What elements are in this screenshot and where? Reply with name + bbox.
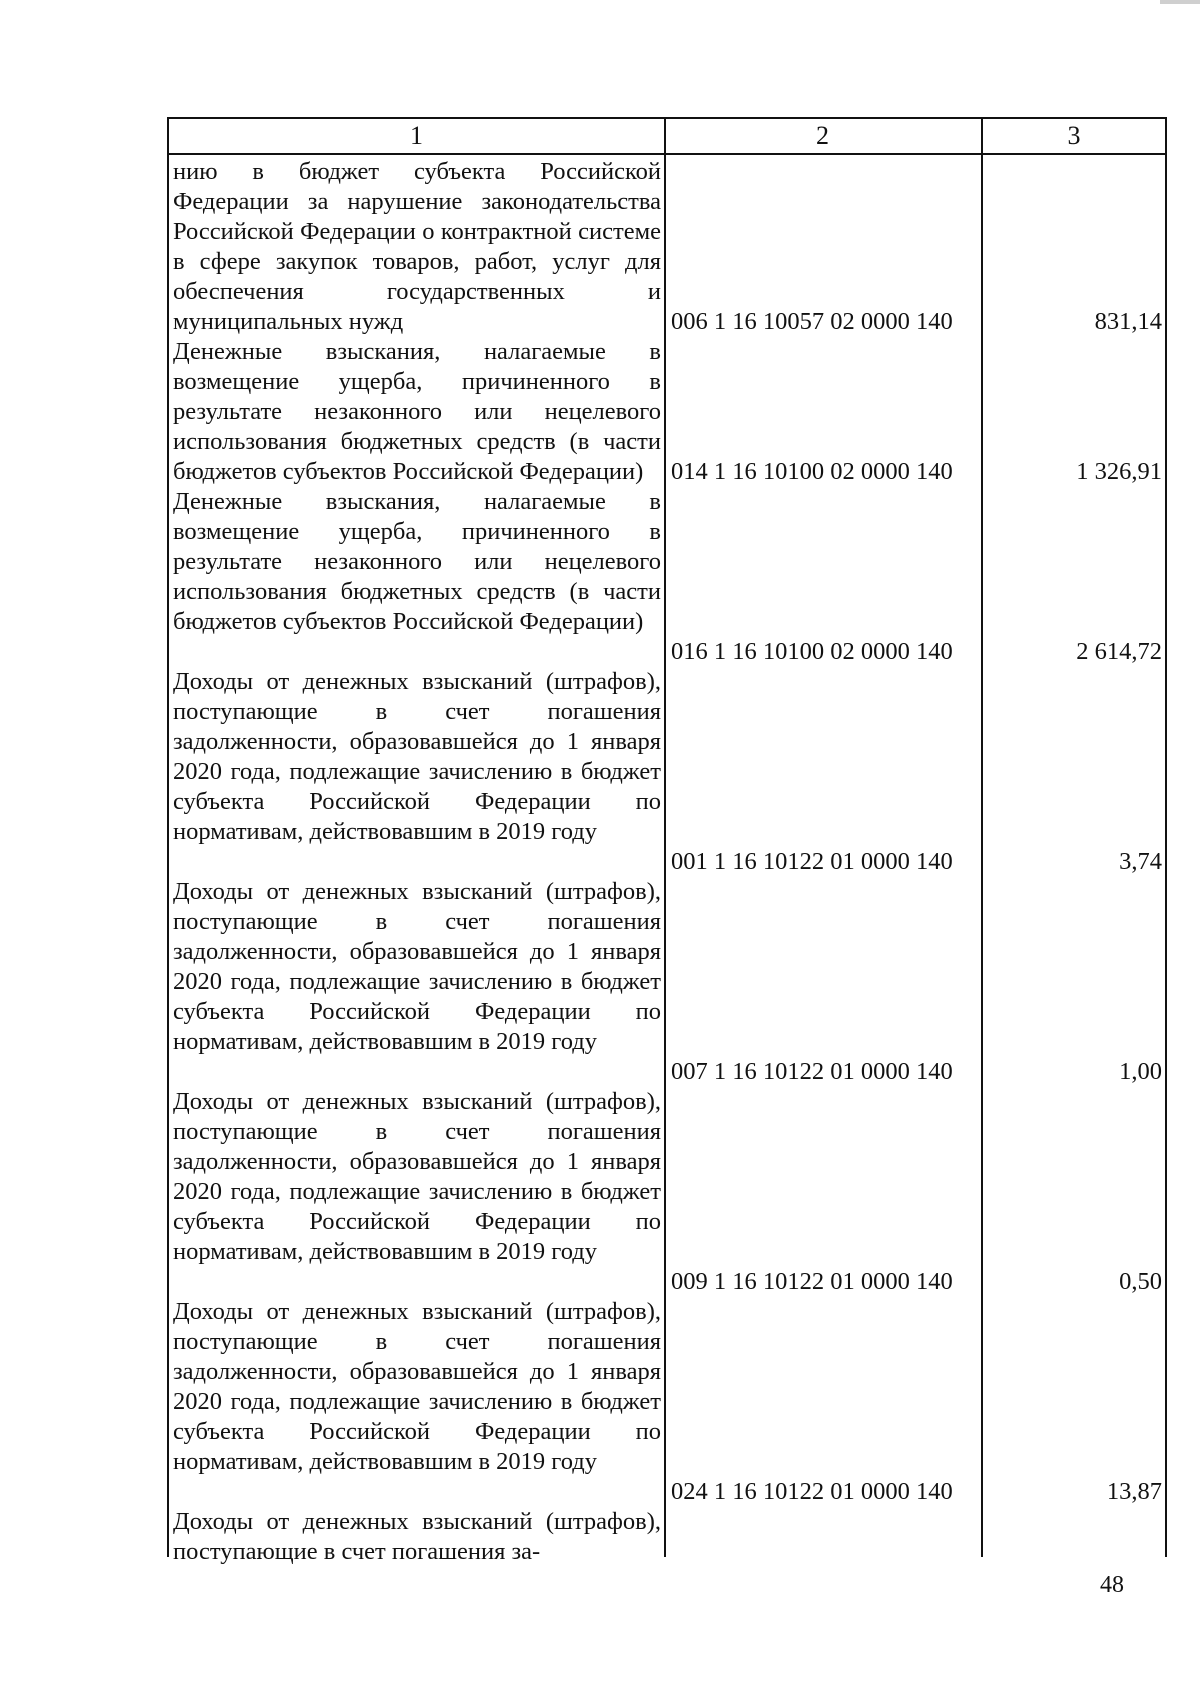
column-header-3: 3 [981,119,1167,155]
row-amount: 0,50 [1119,1268,1162,1295]
row-description: Доходы от денежных взысканий (штрафов), поступающие в счет погашения задолженности, образовавшейся до 1 января 2020 года, подлежащие зачислению в бюджет субъекта Российской Федерации по нормативам, действовавшим в 2019 году [173,668,661,845]
column-divider-1 [664,119,666,1557]
row-code: 006 1 16 10057 02 0000 140 [671,308,953,335]
row-code: 024 1 16 10122 01 0000 140 [671,1478,953,1505]
page-number: 48 [1100,1572,1124,1598]
row-amount: 1,00 [1119,1058,1162,1085]
column-divider-2 [981,119,983,1557]
row-description: Денежные взыскания, налагаемые в возмещение ущерба, причиненного в результате незаконного или нецелевого использования бюджетных средств (в части бюджетов субъектов Российской Федерации) [173,488,661,635]
row-description: Доходы от денежных взысканий (штрафов), поступающие в счет погашения задолженности, образовавшейся до 1 января 2020 года, подлежащие зачислению в бюджет субъекта Российской Федерации по нормативам, действовавшим в 2019 году [173,878,661,1055]
row-description: Денежные взыскания, налагаемые в возмещение ущерба, причиненного в результате незаконного или нецелевого использования бюджетных средств (в части бюджетов субъектов Российской Федерации) [173,338,661,485]
column-header-1: 1 [169,119,664,155]
row-amount: 2 614,72 [1076,638,1162,665]
row-code: 014 1 16 10100 02 0000 140 [671,458,953,485]
column-header-2: 2 [664,119,981,155]
row-description: нию в бюджет субъекта Российской Федерации за нарушение законодательства Российской Федерации о контрактной системе в сфере закупок товаров, работ, услуг для обеспечения государственных и муниципальных нужд [173,158,661,335]
revenue-table [167,117,1167,1565]
row-description: Доходы от денежных взысканий (штрафов), поступающие в счет погашения задолженности, образовавшейся до 1 января 2020 года, подлежащие зачислению в бюджет субъекта Российской Федерации по нормативам, действовавшим в 2019 году [173,1088,661,1265]
row-amount: 1 326,91 [1076,458,1162,485]
row-code: 009 1 16 10122 01 0000 140 [671,1268,953,1295]
row-description: Доходы от денежных взысканий (штрафов), поступающие в счет погашения задолженности, образовавшейся до 1 января 2020 года, подлежащие зачислению в бюджет субъекта Российской Федерации по нормативам, действовавшим в 2019 году [173,1298,661,1475]
row-amount: 3,74 [1119,848,1162,875]
row-amount: 831,14 [1094,308,1162,335]
row-code: 001 1 16 10122 01 0000 140 [671,848,953,875]
scan-edge-mark [1160,0,1200,4]
row-code: 007 1 16 10122 01 0000 140 [671,1058,953,1085]
header-divider [169,153,1165,155]
row-code: 016 1 16 10100 02 0000 140 [671,638,953,665]
row-amount: 13,87 [1106,1478,1162,1505]
row-description: Доходы от денежных взысканий (штрафов), поступающие в счет погашения за- [173,1508,661,1565]
